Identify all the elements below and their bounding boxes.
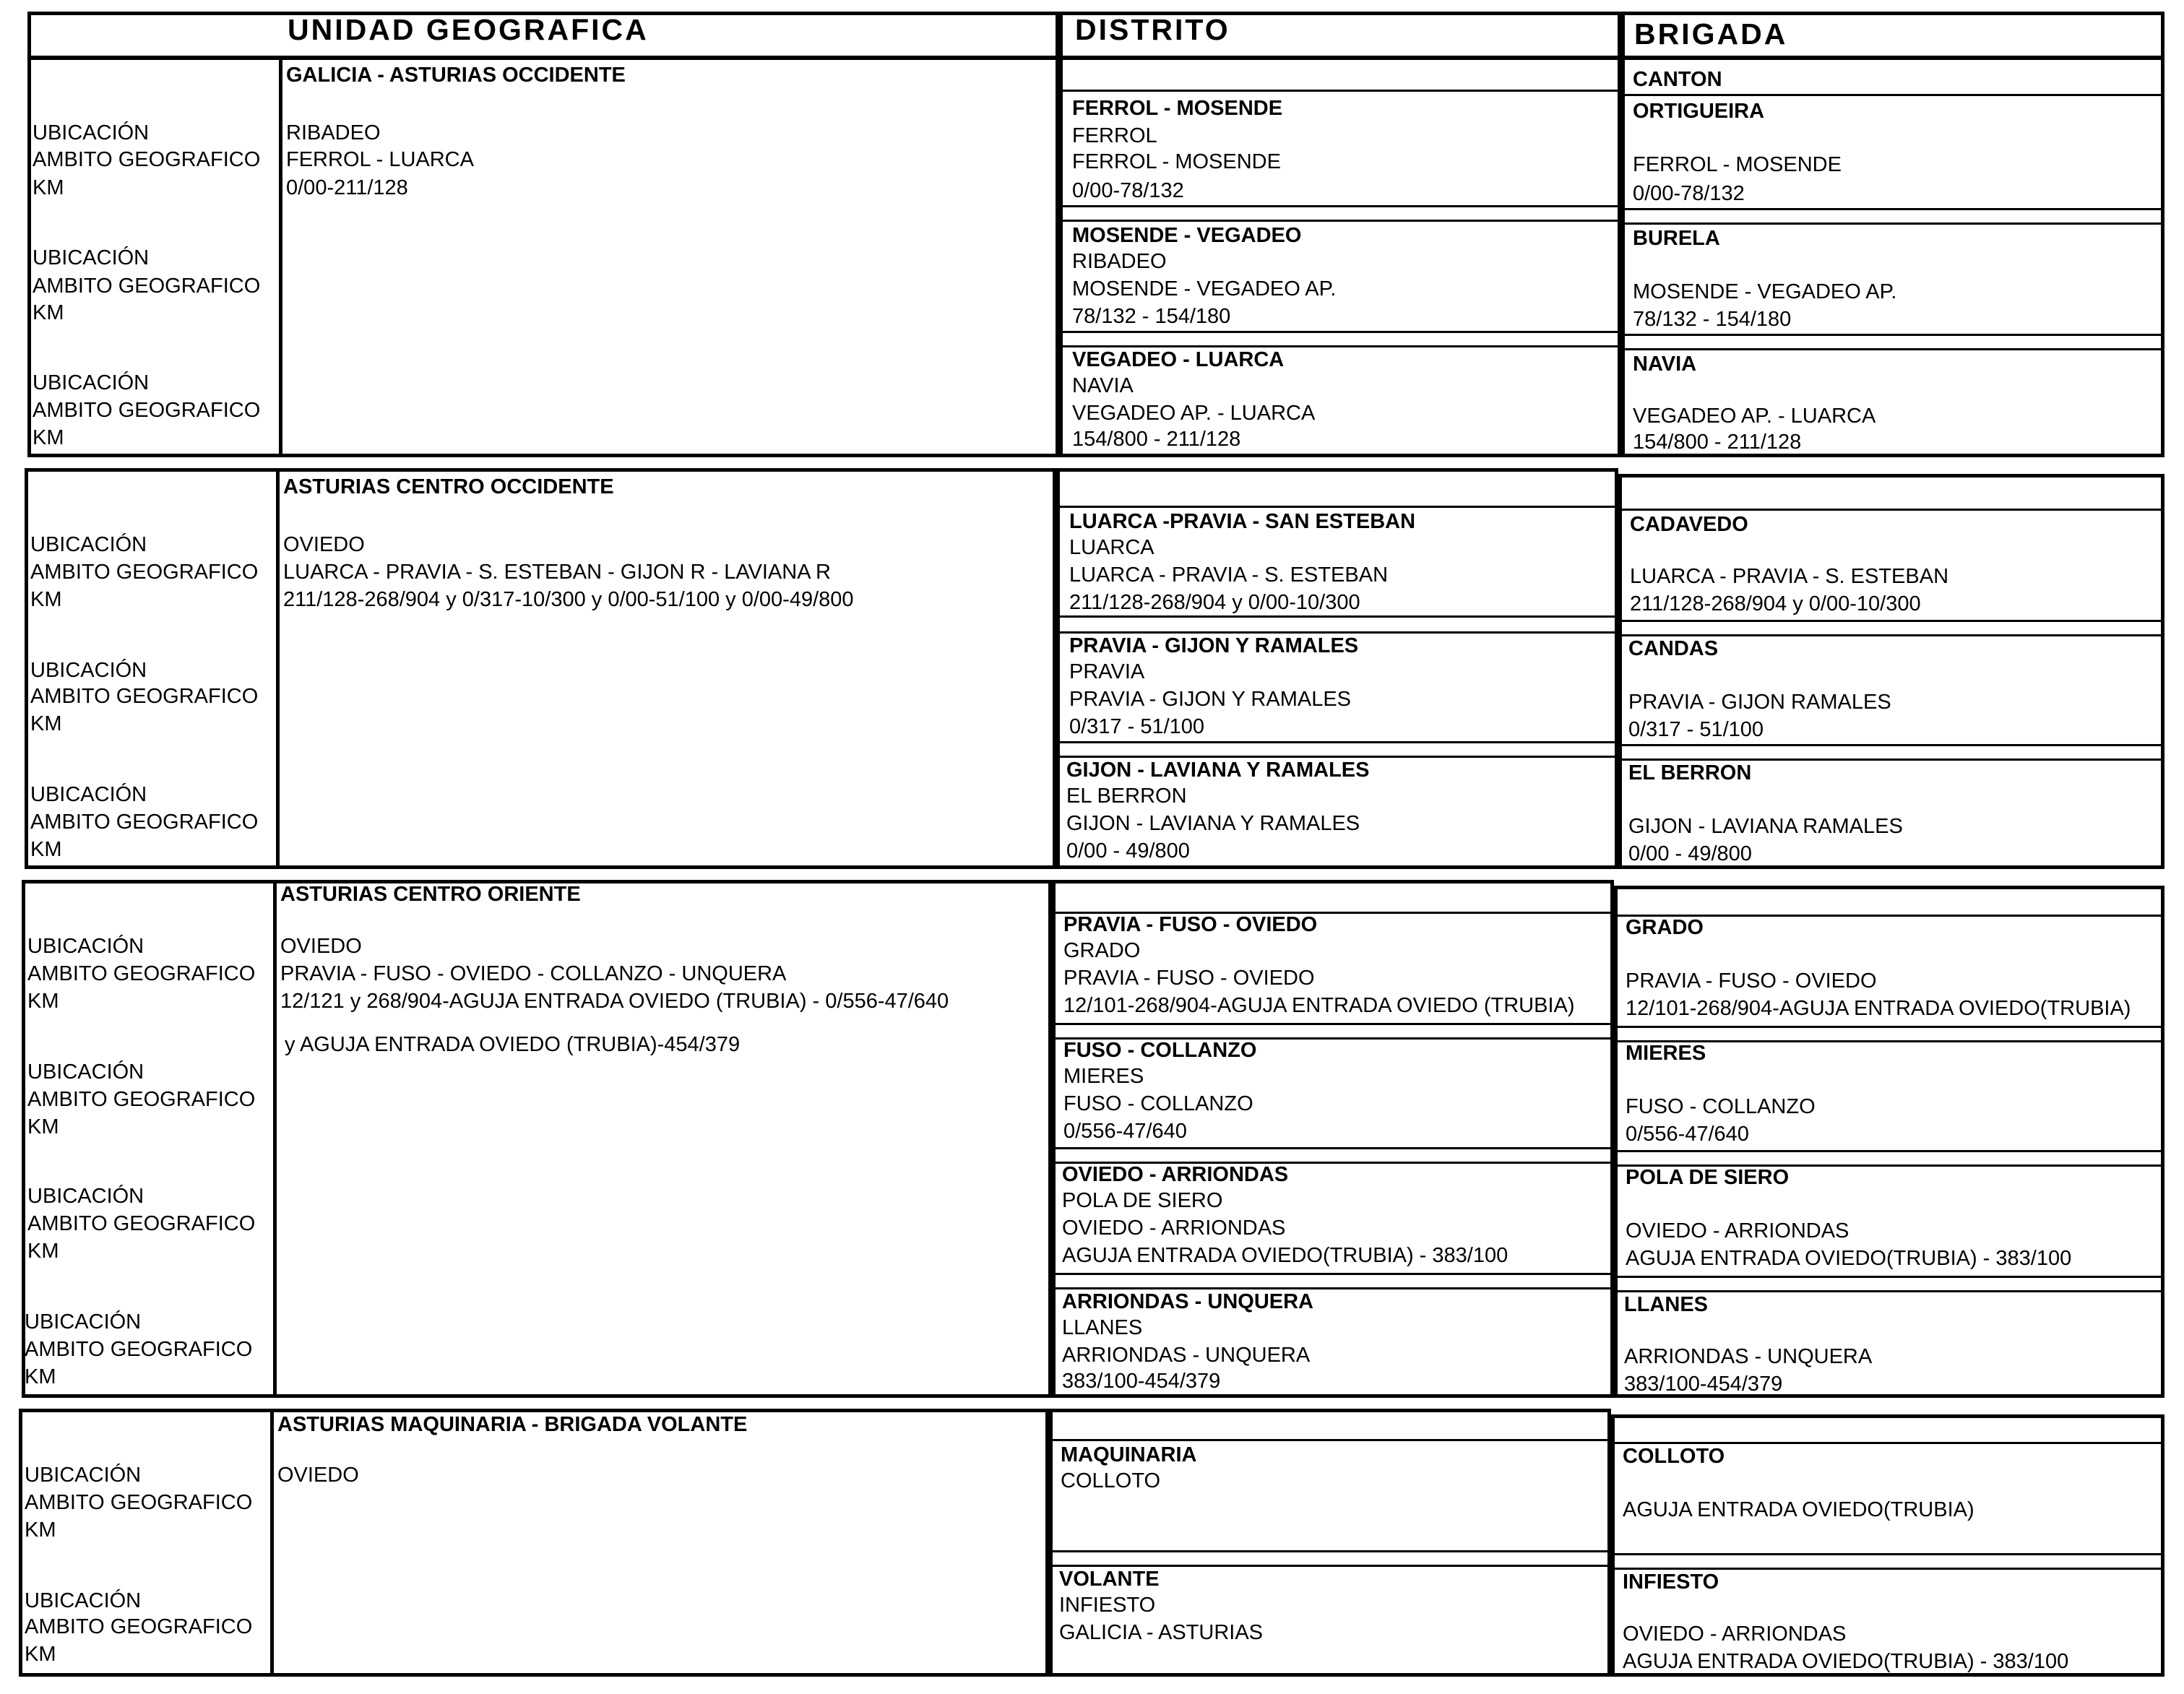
label-ubicacion: UBICACIÓN	[25, 1589, 142, 1612]
brigada-km: 0/317 - 51/100	[1628, 718, 1764, 741]
distrito-km: 383/100-454/379	[1062, 1370, 1221, 1393]
unidad-ubicacion: OVIEDO	[280, 935, 362, 958]
label-km: KM	[25, 1518, 56, 1542]
label-ubicacion: UBICACIÓN	[30, 783, 147, 806]
unidad-ambito: LUARCA - PRAVIA - S. ESTEBAN - GIJON R - LAVIANA R	[283, 561, 831, 584]
label-ambito: AMBITO GEOGRAFICO	[33, 148, 261, 171]
label-km: KM	[25, 1365, 56, 1388]
brigada-ambito: PRAVIA - GIJON RAMALES	[1628, 691, 1891, 714]
brigada-name: CADAVEDO	[1630, 513, 1748, 536]
label-km: KM	[27, 990, 59, 1013]
brigada-name-2: ORTIGUEIRA	[1633, 100, 1765, 123]
brigada-name: BURELA	[1633, 227, 1720, 250]
unidad-km: 0/00-211/128	[286, 176, 408, 199]
distrito-ubicacion: POLA DE SIERO	[1062, 1189, 1223, 1212]
label-km: KM	[30, 838, 62, 861]
label-ambito: AMBITO GEOGRAFICO	[25, 1491, 253, 1514]
brigada-km: AGUJA ENTRADA OVIEDO(TRUBIA) - 383/100	[1623, 1650, 2069, 1673]
distrito-name: FERROL - MOSENDE	[1072, 97, 1283, 120]
distrito-ubicacion: MIERES	[1063, 1065, 1144, 1088]
distrito-ambito: OVIEDO - ARRIONDAS	[1062, 1217, 1286, 1240]
label-ambito: AMBITO GEOGRAFICO	[33, 399, 261, 422]
distrito-name: OVIEDO - ARRIONDAS	[1062, 1163, 1289, 1186]
distrito-km: 12/101-268/904-AGUJA ENTRADA OVIEDO (TRUBIA)	[1063, 994, 1575, 1017]
header-brigada: BRIGADA	[1634, 17, 1788, 51]
label-ubicacion: UBICACIÓN	[25, 1310, 142, 1334]
unidad-km: 12/121 y 268/904-AGUJA ENTRADA OVIEDO (TRUBIA) - 0/556-47/640	[280, 990, 949, 1013]
distrito-ubicacion: RIBADEO	[1072, 250, 1167, 273]
label-ubicacion: UBICACIÓN	[33, 246, 150, 269]
header-unidad: UNIDAD GEOGRAFICA	[288, 13, 649, 46]
distrito-name: MOSENDE - VEGADEO	[1072, 224, 1302, 247]
brigada-km: 0/00-78/132	[1633, 182, 1745, 205]
brigada-name: LLANES	[1624, 1293, 1708, 1316]
brigada-ambito: LUARCA - PRAVIA - S. ESTEBAN	[1630, 565, 1949, 588]
brigada-km: 154/800 - 211/128	[1633, 431, 1802, 454]
label-km: KM	[27, 1240, 59, 1263]
distrito-km: 154/800 - 211/128	[1072, 428, 1241, 451]
unidad-name: ASTURIAS CENTRO ORIENTE	[280, 883, 581, 906]
unidad-ambito: PRAVIA - FUSO - OVIEDO - COLLANZO - UNQUERA	[280, 962, 787, 985]
label-km: KM	[33, 301, 64, 324]
header-distrito: DISTRITO	[1075, 13, 1230, 46]
unidad-ubicacion: OVIEDO	[283, 533, 365, 556]
brigada-km: AGUJA ENTRADA OVIEDO(TRUBIA) - 383/100	[1626, 1247, 2072, 1270]
brigada-ambito: OVIEDO - ARRIONDAS	[1626, 1219, 1850, 1243]
unidad-name: ASTURIAS MAQUINARIA - BRIGADA VOLANTE	[277, 1413, 748, 1436]
label-ambito: AMBITO GEOGRAFICO	[25, 1338, 253, 1361]
section-3-left-box	[22, 880, 1052, 1398]
distrito-km: 211/128-268/904 y 0/00-10/300	[1069, 591, 1360, 614]
unidad-km: 211/128-268/904 y 0/317-10/300 y 0/00-51/100 y 0/00-49/800	[283, 588, 854, 611]
brigada-km: 211/128-268/904 y 0/00-10/300	[1630, 592, 1921, 615]
unidad-ambito: FERROL - LUARCA	[286, 148, 474, 171]
label-km: KM	[33, 426, 64, 449]
label-km: KM	[25, 1643, 56, 1666]
distrito-name: FUSO - COLLANZO	[1063, 1039, 1257, 1062]
brigada-name: CANTON	[1633, 68, 1722, 91]
brigada-ambito: VEGADEO AP. - LUARCA	[1633, 405, 1876, 428]
distrito-name: PRAVIA - GIJON Y RAMALES	[1069, 634, 1359, 657]
label-ubicacion: UBICACIÓN	[27, 1185, 144, 1208]
label-ambito: AMBITO GEOGRAFICO	[33, 275, 261, 298]
unidad-name: ASTURIAS CENTRO OCCIDENTE	[283, 475, 614, 498]
distrito-km: 0/317 - 51/100	[1069, 715, 1205, 738]
distrito-ambito: FERROL - MOSENDE	[1072, 150, 1281, 173]
brigada-ambito: AGUJA ENTRADA OVIEDO(TRUBIA)	[1623, 1498, 1974, 1521]
distrito-km: 0/556-47/640	[1063, 1120, 1187, 1143]
unidad-ubicacion: OVIEDO	[277, 1464, 359, 1487]
distrito-ambito: LUARCA - PRAVIA - S. ESTEBAN	[1069, 563, 1389, 587]
label-ubicacion: UBICACIÓN	[30, 659, 147, 682]
brigada-name: CANDAS	[1628, 637, 1719, 660]
brigada-km: 78/132 - 154/180	[1633, 308, 1792, 331]
brigada-ambito: MOSENDE - VEGADEO AP.	[1633, 280, 1897, 303]
brigada-ambito: OVIEDO - ARRIONDAS	[1623, 1622, 1847, 1646]
brigada-name: MIERES	[1626, 1042, 1706, 1065]
distrito-name: MAQUINARIA	[1061, 1443, 1197, 1466]
label-km: KM	[33, 176, 64, 199]
brigada-ambito: FERROL - MOSENDE	[1633, 153, 1842, 176]
distrito-ubicacion: INFIESTO	[1059, 1594, 1156, 1617]
distrito-ambito: PRAVIA - GIJON Y RAMALES	[1069, 688, 1352, 711]
label-ubicacion: UBICACIÓN	[33, 121, 150, 144]
brigada-name: POLA DE SIERO	[1626, 1166, 1790, 1189]
label-km: KM	[30, 712, 62, 735]
brigada-ambito: FUSO - COLLANZO	[1626, 1095, 1816, 1118]
label-ambito: AMBITO GEOGRAFICO	[27, 962, 256, 985]
label-ambito: AMBITO GEOGRAFICO	[30, 811, 259, 834]
unidad-name: GALICIA - ASTURIAS OCCIDENTE	[286, 64, 626, 87]
label-ubicacion: UBICACIÓN	[30, 533, 147, 556]
label-ubicacion: UBICACIÓN	[27, 935, 144, 958]
distrito-ubicacion: PRAVIA	[1069, 660, 1145, 683]
distrito-km: 78/132 - 154/180	[1072, 305, 1231, 328]
brigada-name: INFIESTO	[1623, 1570, 1719, 1594]
label-ubicacion: UBICACIÓN	[33, 371, 150, 394]
distrito-ambito: FUSO - COLLANZO	[1063, 1092, 1253, 1115]
distrito-km: 0/00 - 49/800	[1066, 839, 1190, 863]
distrito-name: GIJON - LAVIANA Y RAMALES	[1066, 759, 1370, 782]
distrito-km: AGUJA ENTRADA OVIEDO(TRUBIA) - 383/100	[1062, 1244, 1508, 1267]
brigada-name: EL BERRON	[1628, 761, 1752, 785]
label-ambito: AMBITO GEOGRAFICO	[27, 1212, 256, 1235]
label-ubicacion: UBICACIÓN	[27, 1060, 144, 1084]
distrito-name: LUARCA -PRAVIA - SAN ESTEBAN	[1069, 510, 1416, 533]
distrito-ambito: MOSENDE - VEGADEO AP.	[1072, 277, 1337, 301]
distrito-ubicacion: NAVIA	[1072, 374, 1134, 397]
distrito-ambito: GALICIA - ASTURIAS	[1059, 1621, 1264, 1644]
distrito-name: ARRIONDAS - UNQUERA	[1062, 1290, 1313, 1313]
distrito-ambito: ARRIONDAS - UNQUERA	[1062, 1344, 1311, 1367]
brigada-km: 383/100-454/379	[1624, 1373, 1783, 1396]
brigada-km: 0/00 - 49/800	[1628, 842, 1752, 865]
distrito-ubicacion: COLLOTO	[1061, 1469, 1161, 1492]
distrito-ubicacion: LLANES	[1062, 1316, 1143, 1339]
label-ambito: AMBITO GEOGRAFICO	[25, 1615, 253, 1638]
distrito-ambito: GIJON - LAVIANA Y RAMALES	[1066, 812, 1360, 835]
distrito-ubicacion: GRADO	[1063, 939, 1141, 962]
distrito-ambito: VEGADEO AP. - LUARCA	[1072, 402, 1316, 425]
brigada-ambito: PRAVIA - FUSO - OVIEDO	[1626, 969, 1877, 993]
label-ubicacion: UBICACIÓN	[25, 1464, 142, 1487]
unidad-km-extra: y AGUJA ENTRADA OVIEDO (TRUBIA)-454/379	[285, 1033, 741, 1056]
distrito-name: VEGADEO - LUARCA	[1072, 348, 1285, 371]
brigada-ambito: ARRIONDAS - UNQUERA	[1624, 1345, 1873, 1368]
distrito-name: PRAVIA - FUSO - OVIEDO	[1063, 913, 1318, 936]
label-ambito: AMBITO GEOGRAFICO	[30, 685, 259, 708]
distrito-name: VOLANTE	[1059, 1568, 1160, 1591]
unidad-ubicacion: RIBADEO	[286, 121, 381, 144]
brigada-name: NAVIA	[1633, 353, 1697, 376]
brigada-km: 12/101-268/904-AGUJA ENTRADA OVIEDO(TRUBIA)	[1626, 997, 2131, 1020]
label-ambito: AMBITO GEOGRAFICO	[27, 1088, 256, 1111]
distrito-ubicacion: FERROL	[1072, 124, 1157, 147]
distrito-km: 0/00-78/132	[1072, 179, 1184, 202]
brigada-name: COLLOTO	[1623, 1445, 1725, 1468]
brigada-km: 0/556-47/640	[1626, 1123, 1749, 1146]
distrito-ubicacion: EL BERRON	[1066, 785, 1187, 808]
label-km: KM	[30, 588, 62, 611]
brigada-ambito: GIJON - LAVIANA RAMALES	[1628, 815, 1903, 838]
brigada-name: GRADO	[1626, 916, 1704, 939]
label-km: KM	[27, 1115, 59, 1138]
label-ambito: AMBITO GEOGRAFICO	[30, 561, 259, 584]
distrito-ambito: PRAVIA - FUSO - OVIEDO	[1063, 967, 1315, 990]
distrito-ubicacion: LUARCA	[1069, 536, 1154, 559]
